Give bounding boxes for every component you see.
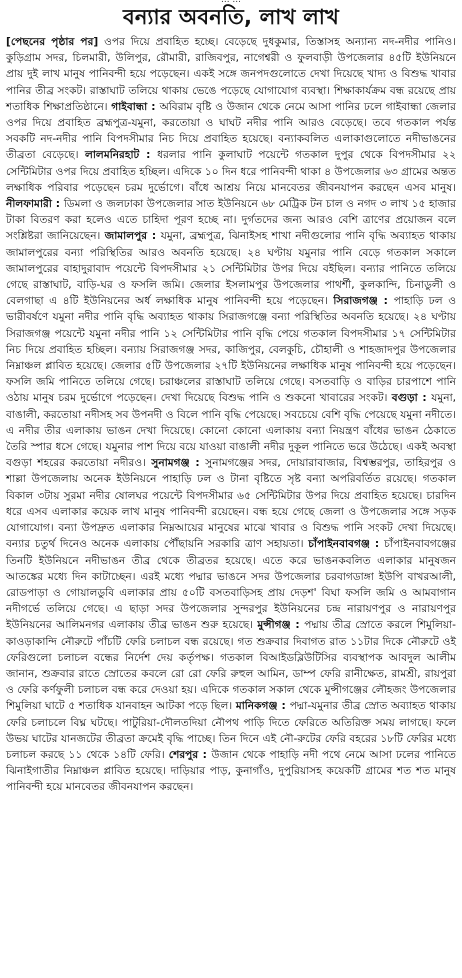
paragraph-gaibandha: অবিরাম বৃষ্টি ও উজান থেকে নেমে আসা পানির ঢলে গাইবান্ধা জেলার ওপর দিয়ে প্রবাহিত ব্রহ্মপুত্র-যমুনা, করতোয়া ও ঘাঘট নদীর পানি আরও বেড়েছে। তবে গতকাল পর্যন্ত সবকটি নদ-নদীর পানি বিপদসীমার নিচ দিয়ে প্রবাহিত হয়েছে। বন্যাকবলিত এলাকাগুলোতে নদীভাঙনের তীব্রতা বেড়েছে।	[6, 100, 456, 162]
headline: বন্যার অবনতি, লাখ লাখ	[122, 5, 340, 29]
paragraph-nilphamari: ডিমলা ও জলঢাকা উপজেলার সাত ইউনিয়নে ৬৮ মেট্রিক টন চাল ও নগদ ৩ লাখ ১৫ হাজার টাকা বিতরণ করা হলেও এতে চাহিদা পূরণ হচ্ছে না। দুর্গতদের জন্য আরও বেশি ত্রাণের প্রয়োজন বলে সংশ্লিষ্টরা জানিয়েছেন।	[6, 198, 456, 243]
paragraph-sunamganj: সুনামগঞ্জের সদর, দোয়ারাবাজার, বিশ্বম্ভরপুর, তাহিরপুর ও শাল্লা উপজেলায় অনেক ইউনিয়নে পাহাড়ি ঢল ও টানা বৃষ্টিতে সৃষ্ট বন্যা অপরিবর্তিত রয়েছে। গতকাল বিকাল ৩টায় সুরমা নদীর ষোলঘর পয়েন্টে বিপদসীমার ৬৫ সেন্টিমিটার উপর দিয়ে প্রবাহিত হয়েছে। চারদিন ধরে এসব এলাকার কয়েক লাখ মানুষ পানিবন্দী রয়েছেন। বন্ধ হয়ে গেছে জেলা ও উপজেলার সঙ্গে সড়ক যোগাযোগ। বন্যা উপদ্রুত এলাকার নিম্নআয়ের মানুষের মাঝে খাবার ও বিশুদ্ধ পানি সংকট দেখা দিয়েছে। বন্যার চতুর্থ দিনেও অনেক এলাকায় পৌঁছায়নি সরকারি ত্রাণ সহায়তা।	[6, 457, 456, 551]
paragraph-munshiganj: পদ্মায় তীব্র স্রোতে করলে শিমুলিয়া-কাওড়াকান্দি নৌরুটে পাঁচটি ফেরি চলাচল বন্ধ রয়েছে। গত শুক্রবার দিবাগত রাত ১১টার দিকে নৌরুটে ওই ফেরিগুলো চলাচল বন্ধের নির্দেশ দেয় কর্তৃপক্ষ। গতকাল বিআইডব্লিউটিসির ব্যবস্থাপক আবদুল আলীম জানান, শুক্রবার রাতে স্রোতের কবলে রো রো ফেরি রুহুল আমিন, ডাম্প ফেরি রানীক্ষেত, রামশ্রী, রায়পুরা ও ফেরি কর্ণফুলী চলাচল বন্ধ করে দেওয়া হয়। এদিকে গতকাল সকাল থেকে মুন্সীগঞ্জের লৌহজং উপজেলার শিমুলিয়া ঘাটে ৫ শতাধিক যানবাহন আটকা পড়ে ছিল।	[6, 619, 456, 713]
label-separator: :	[198, 748, 212, 761]
paragraph-bogura: যমুনা, বাঙালী, করতোয়া নদীসহ সব উপনদী ও বিলে পানি বৃদ্ধি পেয়েছে। সবচেয়ে বেশি বৃদ্ধি পেয়েছে যমুনা নদীতে। এ নদীর তীর এলাকায় ভাঙন দেখা দিয়েছে। কোনো কোনো এলাকায় বন্যা নিয়ন্ত্রণ বাঁধের ভাঙন ঠেকাতে তৈরি স্পার ধসে গেছে। যমুনার পাশ দিয়ে বয়ে যাওয়া বাঙালী নদীর দুকূল পানিতে ভরে উঠেছে। একই অবস্থা বগুড়া শহরের করতোয়া নদীরও।	[6, 392, 457, 470]
region-label-bogura: বগুড়া	[391, 392, 418, 405]
paragraph-lalmonirhat: ধরলার পানি কুলাঘাট পয়েন্টে গতকাল দুপুর থেকে বিপদসীমার ২২ সেন্টিমিটার ওপর দিয়ে প্রবাহিত হচ্ছিল। এদিকে ১০ দিন ধরে পানিবন্দী থাকা ৪ উপজেলার ৬৩ গ্রামের অন্তত লক্ষাধিক পরিবার পড়েছেন চরম দুর্ভোগে। বাঁধে আশ্রয় নিয়ে মানবেতর জীবনযাপন করছেন এসব মানুষ।	[6, 149, 456, 194]
paragraph-chapainawabganj: চাঁপাইনবাবগঞ্জের তিনটি ইউনিয়নে নদীভাঙন তীব্র থেকে তীব্রতর হয়েছে। এতে করে ভাঙনকবলিত এলাকার মানুষজন আতঙ্কের মধ্যে দিন কাটাচ্ছেন। এরই মধ্যে পদ্মার ভাঙনে সদর উপজেলার চরবাগডাঙ্গা ইউপি বাখরআলী, রোডপাড়া ও গোয়ালডুবি এলাকার প্রায় ৫০টি বসতবাড়িসহ প্রায় দেড়শ' বিঘা ফসলি জমি ও আমবাগান নদীগর্ভে তলিয়ে গেছে। এ ছাড়া সদর উপজেলার সুন্দরপুর ইউনিয়নের চন্দ্র নারায়ণপুর ও নারায়ণপুর ইউনিয়নের আলিমনগর এলাকায় তীব্র ভাঙন শুরু হয়েছে।	[6, 538, 456, 632]
region-label-sunamganj: সুনামগঞ্জ	[151, 457, 190, 470]
region-label-gaibandha: গাইবান্ধা	[111, 100, 148, 113]
label-separator: :	[139, 149, 158, 162]
paragraph-jamalpur: যমুনা, ব্রহ্মপুত্র, ঝিনাইসহ শাখা নদীগুলোর পানি বৃদ্ধি অব্যাহত থাকায় জামালপুরের বন্যা পরিস্থিতির আরও অবনতি হয়েছে। ২৪ ঘণ্টায় যমুনার পানি বেড়ে গতকাল সকালে জামালপুরের বাহাদুরাবাদ পয়েন্টে বিপদসীমার ২১ সেন্টিমিটার উপর দিয়ে বইছিল। বন্যার পানিতে তলিয়ে গেছে রাস্তাঘাট, বাড়ি-ঘর ও ফসলি জমি। জেলার ইসলামপুর উপজেলার পাথর্শী, কুলকান্দি, চিনাডুলী ও বেলগাছা এ ৪টি ইউনিয়নের অর্ধ লক্ষাধিক মানুষ পানিবন্দী হয়ে পড়েছেন।	[6, 230, 456, 308]
region-label-sirajganj: সিরাজগঞ্জ	[333, 295, 378, 308]
paragraph-manikganj: পদ্মা-যমুনার তীব্র স্রোত অব্যাহত থাকায় ফেরি চলাচলে বিঘ্ন ঘটছে। পাটুরিয়া-দৌলতদিয়া নৌপথ পাড়ি দিতে ফেরিতে অতিরিক্ত সময় লাগছে। ফলে উভয় ঘাটের যানজটের তীব্রতা ক্রমেই বৃদ্ধি পাচ্ছে। তিন দিনে এই নৌ-রুটের ফেরি বহরের ১৮টি ফেরির মধ্যে চলাচল করছে ১১ থেকে ১৪টি ফেরি।	[6, 700, 456, 761]
label-separator: :	[189, 457, 206, 470]
continued-from-reference: [পেছনের পৃষ্ঠার পর]	[6, 36, 99, 48]
region-label-sherpur: শেরপুর	[168, 748, 199, 761]
label-separator: :	[417, 392, 432, 405]
label-separator: :	[377, 295, 394, 308]
paragraph-sirajganj: পাহাড়ি ঢল ও ভারীবর্ষণে যমুনা নদীর পানি বৃদ্ধি অব্যাহত থাকায় সিরাজগঞ্জে বন্যা পরিস্থিতির অবনতি হয়েছে। ২৪ ঘণ্টায় সিরাজগঞ্জ পয়েন্টে যমুনা নদীর পানি ১২ সেন্টিমিটার পানি বৃদ্ধি পেয়ে গতকাল বিপদসীমার ১৭ সেন্টিমিটার নিচ দিয়ে প্রবাহিত হচ্ছিল। বন্যায় সিরাজগঞ্জ সদর, কাজিপুর, বেলকুচি, চৌহালী ও শাহজাদপুর উপজেলার নিম্নাঞ্চল প্লাবিত হয়েছে। জেলার ৫টি উপজেলার ২৭টি ইউনিয়নের লক্ষাধিক মানুষ পানিবন্দী হয়ে পড়েছেন। ফসলি জমি পানিতে তলিয়ে গেছে। চরাঞ্চলের রাস্তাঘাট তলিয়ে গেছে। বসতবাড়ি ও বাড়ির চারপাশে পানি ওঠায় মানুষ চরম দুর্ভোগে পড়েছেন। দেখা দিয়েছে বিশুদ্ধ পানি ও শুকনো খাবারের সংকট।	[6, 295, 456, 405]
label-separator: :	[51, 198, 64, 211]
region-label-munshiganj: মুন্সীগঞ্জ	[257, 619, 291, 632]
label-separator: :	[369, 538, 385, 551]
region-label-manikganj: মানিকগঞ্জ	[235, 700, 278, 713]
label-separator: :	[290, 619, 305, 632]
region-label-lalmonirhat: লালমনিরহাট	[84, 149, 140, 162]
label-separator: :	[277, 700, 290, 713]
region-label-jamalpur: জামালপুর	[104, 230, 148, 243]
region-label-chapainawabganj: চাঁপাইনবাবগঞ্জ	[308, 538, 370, 551]
label-separator: :	[147, 100, 160, 113]
label-separator: :	[147, 230, 161, 243]
region-label-nilphamari: নীলফামারী	[6, 198, 52, 211]
paragraph-sherpur: উজান থেকে পাহাড়ি নদী পথে নেমে আসা ঢলের পানিতে ঝিনাইগাতীর নিম্নাঞ্চল প্লাবিত হয়েছে। দাড়িয়ার পাড়, কুনাগাঁও, দুপুরিয়াসহ কয়েকটি গ্রামের শত শত মানুষ পানিবন্দী হয়ে মানবেতর জীবনযাপন করছেন।	[6, 748, 456, 794]
article-body	[6, 34, 456, 796]
previous-column-fragment: ... ...	[220, 0, 242, 5]
newspaper-page	[6, 0, 456, 978]
paragraph-kurigram: ওপর দিয়ে প্রবাহিত হচ্ছে। বেড়েছে দুধকুমার, তিস্তাসহ অন্যান্য নদ-নদীর পানিও। কুড়িগ্রাম সদর, চিলমারী, উলিপুর, রৌমারী, রাজিবপুর, নাগেশ্বরী ও ফুলবাড়ী উপজেলার ৪৫টি ইউনিয়নে প্রায় দুই লাখ মানুষ পানিবন্দী হয়ে পড়েছেন। একই সঙ্গে জনপদগুলোতে দেখা দিয়েছে খাদ্য ও বিশুদ্ধ খাবার পানির তীব্র সংকট। রাস্তাঘাট তলিয়ে থাকায় ভেঙে পড়েছে যোগাযোগ ব্যবস্থা। শিক্ষাকার্যক্রম বন্ধ রয়েছে প্রায় শতাধিক শিক্ষাপ্রতিষ্ঠানে।	[6, 36, 456, 113]
